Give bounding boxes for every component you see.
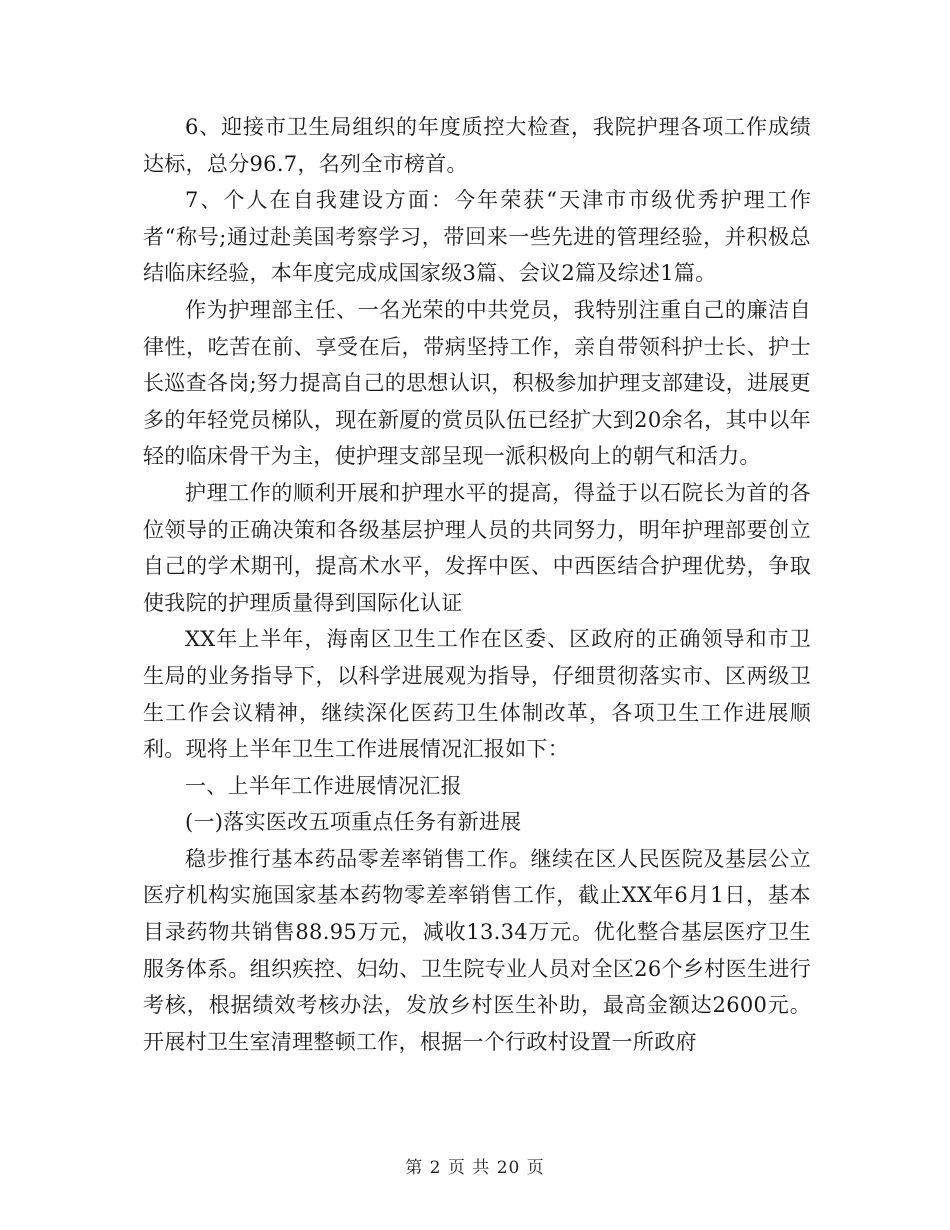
page-footer	[0, 1153, 950, 1178]
section-heading: 一、上半年工作进展情况汇报	[185, 773, 462, 798]
subsection-heading: (一)落实医改五项重点任务有新进展	[185, 810, 522, 835]
paragraph-3: 作为护理部主任、一名光荣的中共党员，我特别注重自己的廉洁自律性，吃苦在前、享受在后，带病坚持工作，亲自带领科护士长、护士长巡查各岗;努力提高自己的思想认识，积极参加护理支部建设，进展更多的年轻党员梯队，现在新厦的赏员队伍已经扩大到20余名，其中以年轻的临床骨干为主，使护理支部呈现一派积极向上的朝气和活力。	[143, 297, 811, 469]
paragraph-5: XX年上半年，海南区卫生工作在区委、区政府的正确领导和市卫生局的业务指导下，以科学进展观为指导，仔细贯彻落实市、区两级卫生工作会议精神，继续深化医药卫生体制改革，各项卫生工作进展顺利。现将上半年卫生工作进展情况汇报如下：	[143, 627, 811, 762]
paragraph-2: 7、个人在自我建设方面：今年荣获“天津市市级优秀护理工作者“称号;通过赴美国考察学习，带回来一些先进的管理经验，并积极总结临床经验，本年度完成成国家级3篇、会议2篇及综述1篇。	[143, 188, 811, 286]
paragraph-6: 稳步推行基本药品零差率销售工作。继续在区人民医院及基层公立医疗机构实施国家基本药物零差率销售工作，截止XX年6月1日，基本目录药物共销售88.95万元，减收13.34万元。优化整合基层医疗卫生服务体系。组织疾控、妇幼、卫生院专业人员对全区26个乡村医生进行考核，根据绩效考核办法，发放乡村医生补助，最高金额达2600元。开展村卫生室清理整顿工作，根据一个行政村设置一所政府	[143, 846, 811, 1054]
paragraph-4: 护理工作的顺利开展和护理水平的提高，得益于以石院长为首的各位领导的正确决策和各级基层护理人员的共同努力，明年护理部要创立自己的学术期刊，提高术水平，发挥中医、中西医结合护理优势，争取使我院的护理质量得到国际化认证	[143, 480, 811, 615]
paragraph-1: 6、迎接市卫生局组织的年度质控大检查，我院护理各项工作成绩达标，总分96.7，名列全市榜首。	[143, 115, 811, 176]
page-number: 第 2 页 共 20 页	[405, 1158, 545, 1178]
document-body	[143, 109, 811, 1060]
